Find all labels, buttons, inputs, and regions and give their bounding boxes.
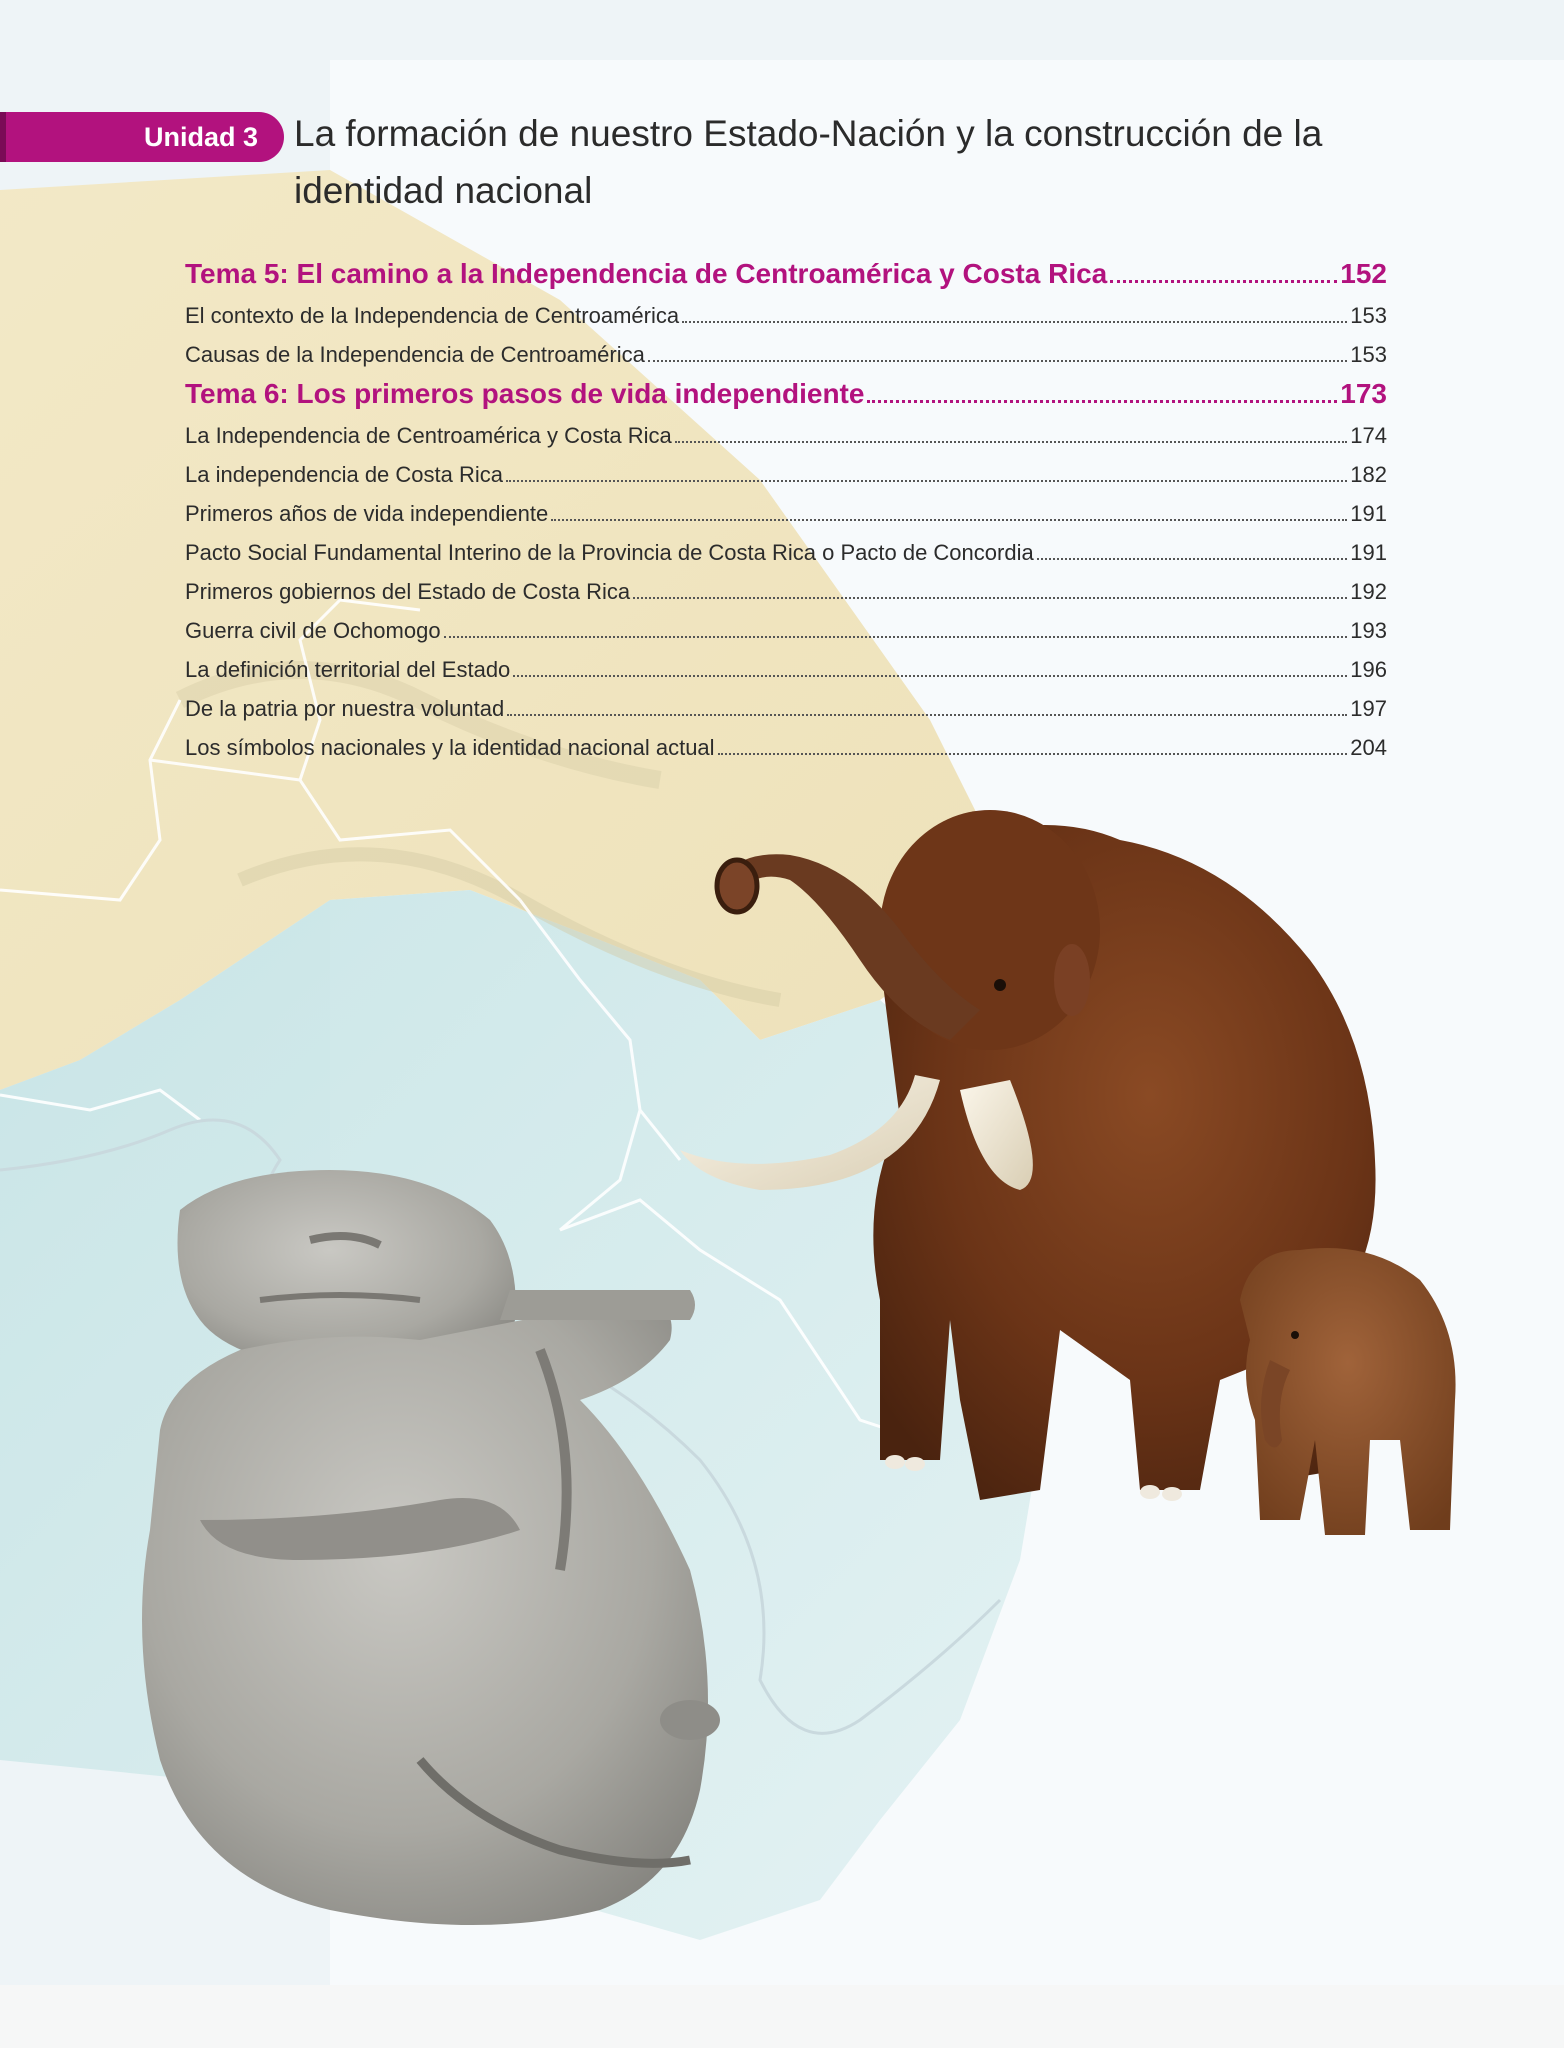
- toc-label: De la patria por nuestra voluntad: [185, 696, 505, 721]
- toc-page: 152: [1340, 258, 1387, 289]
- toc-page: 191: [1350, 540, 1387, 565]
- toc-label: Guerra civil de Ochomogo: [185, 618, 441, 643]
- toc-label: Tema 6: Los primeros pasos de vida independiente: [185, 378, 865, 409]
- toc-page: 191: [1350, 501, 1387, 526]
- toc-label: La definición territorial del Estado: [185, 657, 511, 682]
- toc-page: 173: [1340, 378, 1387, 409]
- toc-page: 153: [1350, 303, 1387, 328]
- toc-label: Pacto Social Fundamental Interino de la Provincia de Costa Rica o Pacto de Concordia: [185, 540, 1034, 565]
- toc-page: 153: [1350, 342, 1387, 367]
- toc-label: Primeros años de vida independiente: [185, 501, 549, 526]
- unit-title: La formación de nuestro Estado-Nación y la construcción de la identidad nacional: [294, 113, 1323, 211]
- toc-page: 196: [1350, 657, 1387, 682]
- toc-label: Los símbolos nacionales y la identidad nacional actual: [185, 735, 715, 760]
- toc-page: 193: [1350, 618, 1387, 643]
- toc-label: La Independencia de Centroamérica y Costa Rica: [185, 423, 672, 448]
- toc-page: 182: [1350, 462, 1387, 487]
- toc-page: 174: [1350, 423, 1387, 448]
- toc-page: 197: [1350, 696, 1387, 721]
- toc-label: Primeros gobiernos del Estado de Costa Rica: [185, 579, 631, 604]
- toc-page: 204: [1350, 735, 1387, 760]
- toc-label: La independencia de Costa Rica: [185, 462, 504, 487]
- toc-label: Causas de la Independencia de Centroamérica: [185, 342, 645, 367]
- toc-label: Tema 5: El camino a la Independencia de Centroamérica y Costa Rica: [185, 258, 1108, 289]
- toc-label: El contexto de la Independencia de Centroamérica: [185, 303, 680, 328]
- unit-label: Unidad 3: [143, 122, 258, 152]
- toc-page: 192: [1350, 579, 1387, 604]
